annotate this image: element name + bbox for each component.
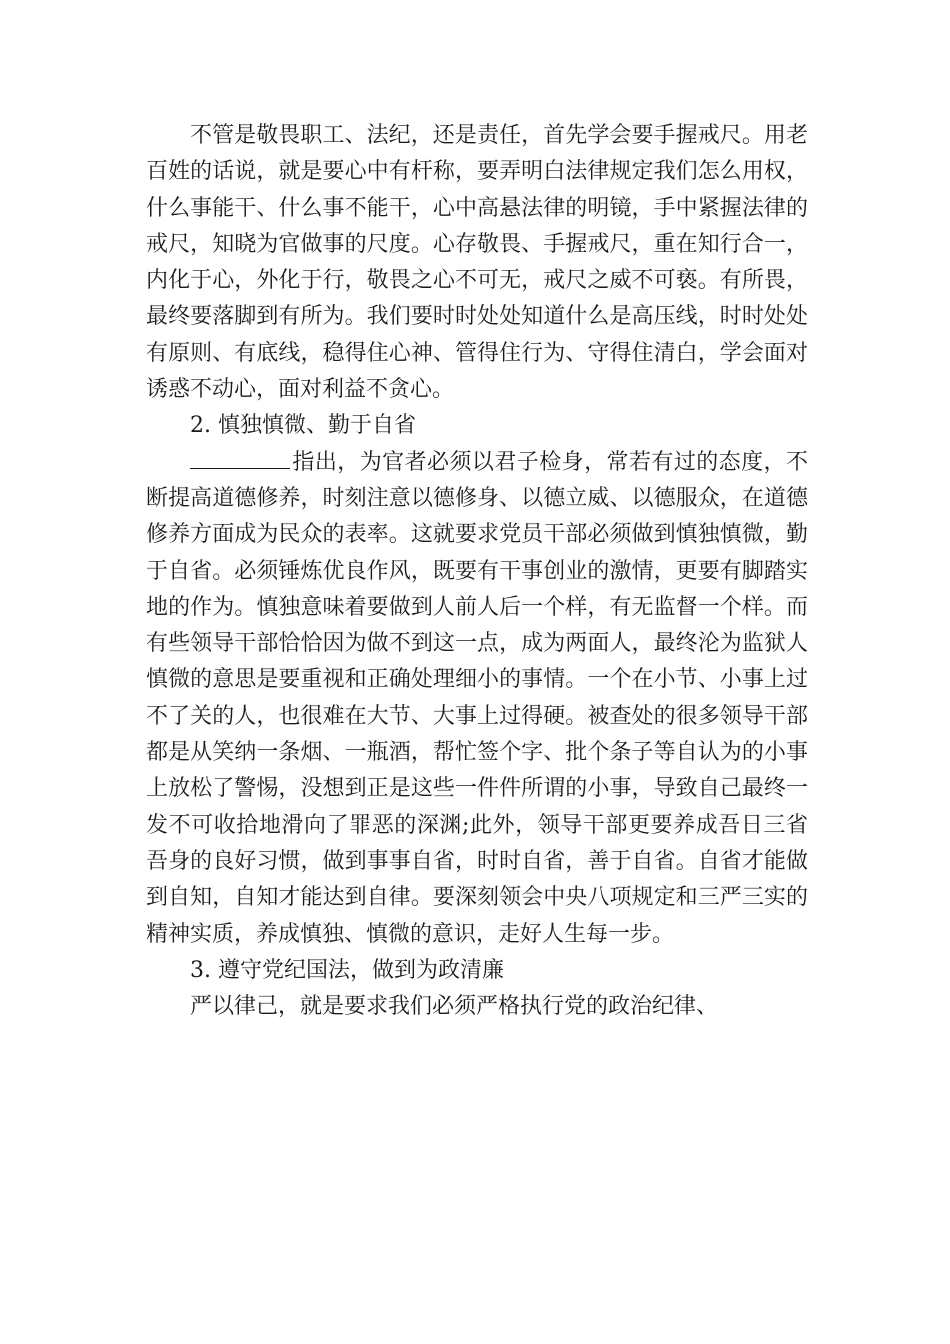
paragraph-self-reflection-text: 指出，为官者必须以君子检身，常若有过的态度，不断提高道德修养，时刻注意以德修身、以德立威、以德服众，在道德修养方面成为民众的表率。这就要求党员干部必须做到慎独慎微，勤于自省。必须锤炼优良作风，既要有干事创业的激情，更要有脚踏实地的作为。慎独意味着要做到人前人后一个样，有无监督一个样。而有些领导干部恰恰因为做不到这一点，成为两面人，最终沦为监狱人慎微的意思是要重视和正确处理细小的事情。一个在小节、小事上过不了关的人，也很难在大节、大事上过得硬。被查处的很多领导干部都是从笑纳一条烟、一瓶酒，帮忙签个字、批个条子等自认为的小事上放松了警惕，没想到正是这些一件件所谓的小事，导致自己最终一发不可收拾地滑向了罪恶的深渊;此外，领导干部更要养成吾日三省吾身的良好习惯，做到事事自省，时时自省，善于自省。自省才能做到自知，自知才能达到自律。要深刻领会中央八项规定和三严三实的精神实质，养成慎独、慎微的意识，走好人生每一步。: [146, 449, 808, 947]
paragraph-awe-and-ruler: 不管是敬畏职工、法纪，还是责任，首先学会要手握戒尺。用老百姓的话说，就是要心中有杆称，要弄明白法律规定我们怎么用权，什么事能干、什么事不能干，心中高悬法律的明镜，手中紧握法律的戒尺，知晓为官做事的尺度。心存敬畏、手握戒尺，重在知行合一，内化于心，外化于行，敬畏之心不可无，戒尺之威不可亵。有所畏，最终要落脚到有所为。我们要时时处处知道什么是高压线，时时处处有原则、有底线，稳得住心神、管得住行为、守得住清白，学会面对诱惑不动心，面对利益不贪心。: [146, 123, 808, 403]
section-heading-3: 3. 遵守党纪国法，做到为政清廉: [190, 957, 504, 983]
paragraph-discipline: 严以律己，就是要求我们必须严格执行党的政治纪律、: [190, 994, 719, 1020]
paragraph-self-reflection: [146, 445, 808, 953]
fill-in-blank: [190, 448, 290, 469]
document-body: [146, 118, 808, 1025]
section-heading-2: 2. 慎独慎微、勤于自省: [190, 413, 416, 439]
